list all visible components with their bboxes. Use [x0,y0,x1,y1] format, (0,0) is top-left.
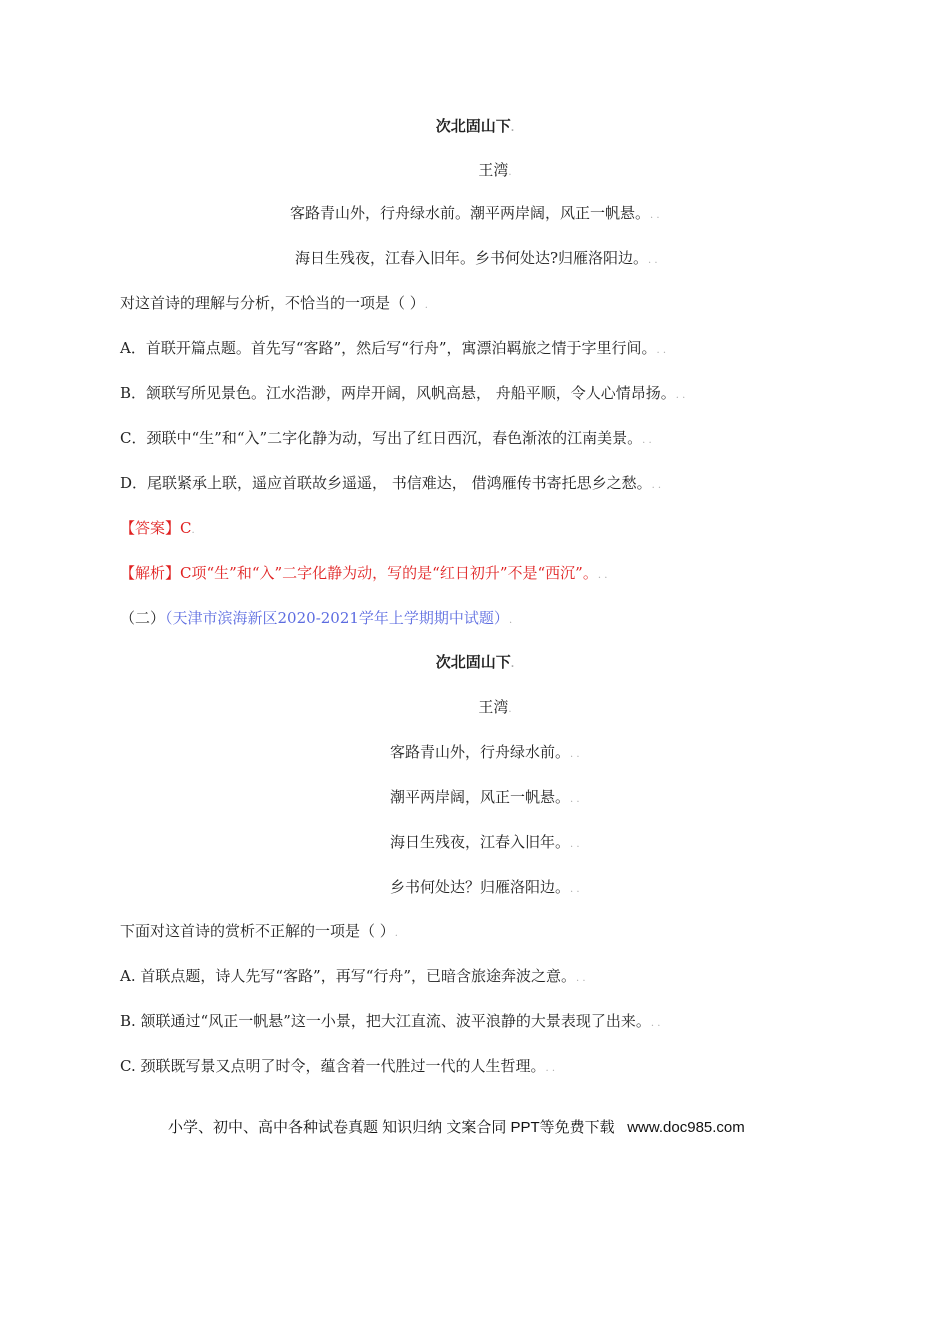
paragraph-mark: . . [648,255,658,266]
paragraph-mark: . . [656,345,667,356]
poem1-line2 [295,248,658,271]
q1-option-c-text: C．颈联中“生”和“入”二字化静为动，写出了红日西沉，春色渐浓的江南美景。 [120,429,643,447]
poem1-author [0,160,950,183]
paragraph-mark: . . [650,210,660,221]
poem1-line2-text: 海日生残夜，江春入旧年。乡书何处达?归雁洛阳边。 [295,249,649,267]
poem2-author [0,697,950,720]
poem2-line-text: 潮平两岸阔，风正一帆悬。 [390,788,571,806]
poem2-title-text: 次北固山下 [435,653,511,671]
q1-option-b [120,383,685,406]
q2-stem-text: 下面对这首诗的赏析不正解的一项是（ ） [120,922,395,940]
section2-source: （天津市滨海新区2020-2021学年上学期期中试题） [165,609,509,627]
poem1-author-text: 王湾 [478,161,509,179]
poem2-line-text: 乡书何处达？归雁洛阳边。 [390,878,571,896]
q2-option-a-text: A. 首联点题，诗人先写“客路”，再写“行舟”，已暗含旅途奔波之意。 [120,967,577,985]
footer-url[interactable]: www.doc985.com [627,1119,745,1136]
paragraph-mark: . [510,123,515,134]
paragraph-mark: . . [642,435,652,446]
q2-option-b [120,1011,660,1034]
paragraph-mark: . . [576,973,586,984]
poem2-author-text: 王湾 [478,698,509,716]
q1-option-c [120,428,652,451]
poem2-line-text: 海日生残夜，江春入旧年。 [390,833,571,851]
paragraph-mark: . . [570,794,580,805]
paragraph-mark: . . [597,570,608,581]
q2-option-c-text: C. 颈联既写景又点明了时令，蕴含着一代胜过一代的人生哲理。 [120,1057,546,1075]
q1-stem [120,293,428,316]
paragraph-mark: . [508,167,512,178]
poem1-title [0,116,950,139]
section2-heading [120,608,512,631]
poem2-line [390,787,580,810]
q1-option-a [120,338,666,361]
poem2-line [390,742,580,765]
poem1-line1 [290,203,660,226]
paragraph-mark: . . [650,1018,661,1029]
footer [168,1118,745,1138]
q1-option-d [120,473,661,496]
answer-label: 【答案】 [120,519,181,537]
paragraph-mark: . [508,704,512,715]
analysis-text: C项“生”和“入”二字化静为动，写的是“红日初升”不是“西沉”。 [180,564,598,582]
q1-option-d-text: D．尾联紧承上联，遥应首联故乡遥遥， 书信难达， 借鸿雁传书寄托思乡之愁。 [120,474,652,492]
paragraph-mark: . . [570,749,580,760]
poem1-title-text: 次北固山下 [435,117,511,135]
poem2-line [390,832,580,855]
q2-stem [120,921,398,944]
poem2-line [390,877,580,900]
poem1-line1-text: 客路青山外，行舟绿水前。潮平两岸阔，风正一帆悬。 [290,204,651,222]
poem2-title [0,652,950,675]
q2-option-c [120,1056,555,1079]
q2-option-b-text: B. 颔联通过“风正一帆悬”这一小景，把大江直流、波平浪静的大景表现了出来。 [120,1012,651,1030]
q1-answer [120,518,195,541]
paragraph-mark: . [394,928,398,939]
q1-stem-text: 对这首诗的理解与分析，不恰当的一项是（ ） [120,294,425,312]
q1-analysis [120,563,607,586]
paragraph-mark: . [424,300,428,311]
paragraph-mark: . [510,659,515,670]
paragraph-mark: . [508,615,513,626]
paragraph-mark: . . [570,839,580,850]
q1-option-a-text: A．首联开篇点题。首先写“客路”，然后写“行舟”，寓漂泊羁旅之情于字里行间。 [120,339,657,357]
paragraph-mark: . [191,525,195,536]
q2-option-a [120,966,586,989]
paragraph-mark: . . [651,480,662,491]
paragraph-mark: . . [545,1063,556,1074]
footer-text: 小学、初中、高中各种试卷真题 知识归纳 文案合同 PPT等免费下载 [168,1119,615,1136]
analysis-label: 【解析】 [120,564,181,582]
answer-value: C [180,519,192,537]
poem2-line-text: 客路青山外，行舟绿水前。 [390,743,571,761]
paragraph-mark: . . [570,884,580,895]
q1-option-b-text: B．颔联写所见景色。江水浩渺，两岸开阔，风帆高悬， 舟船平顺，令人心情昂扬。 [120,384,676,402]
section2-number: （二） [120,609,166,627]
paragraph-mark: . . [675,390,686,401]
